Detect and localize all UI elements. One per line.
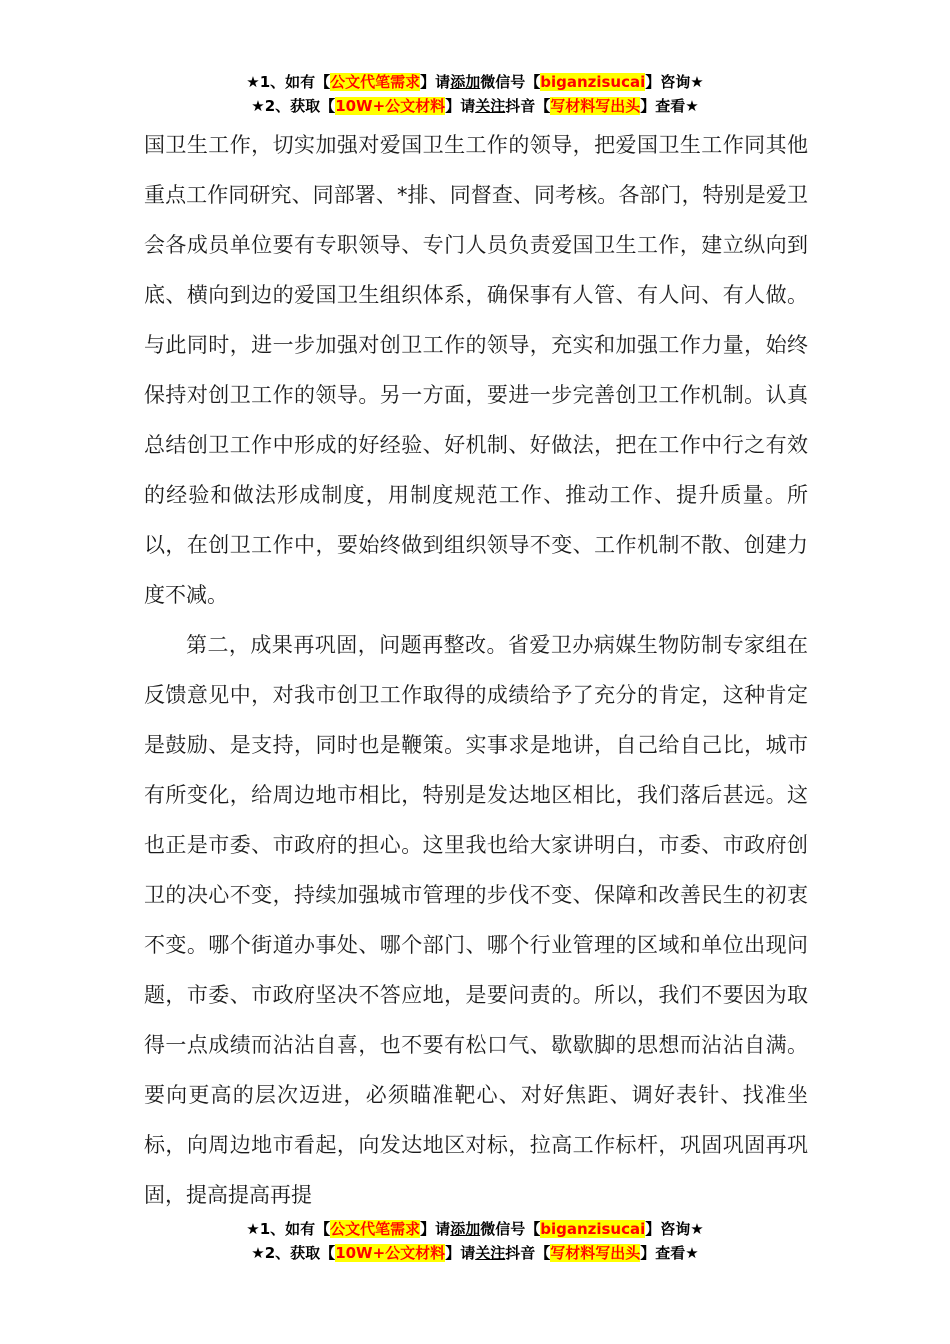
highlight-materials: 10W+公文材料 — [335, 97, 446, 115]
highlight-douyin-account-footer: 写材料写出头 — [550, 1244, 641, 1262]
banner-line-2: ★2、获取【10W+公文材料】请关注抖音【写材料写出头】查看★ — [251, 97, 699, 115]
banner-line-2-footer: ★2、获取【10W+公文材料】请关注抖音【写材料写出头】查看★ — [251, 1244, 699, 1262]
paragraph-2: 第二，成果再巩固，问题再整改。省爱卫办病媒生物防制专家组在反馈意见中，对我市创卫工作取得的成绩给予了充分的肯定，这种肯定是鼓励、是支持，同时也是鞭策。实事求是地讲，自己给自己比，城市有所变化，给周边地市相比，特别是发达地区相比，我们落后甚远。这也正是市委、市政府的担心。这里我也给大家讲明白，市委、市政府创卫的决心不变，持续加强城市管理的步伐不变、保障和改善民生的初衷不变。哪个街道办事处、哪个部门、哪个行业管理的区域和单位出现问题，市委、市政府坚决不答应地，是要问责的。所以，我们不要因为取得一点成绩而沾沾自喜，也不要有松口气、歇歇脚的思想而沾沾自满。要向更高的层次迈进，必须瞄准靶心、对好焦距、调好表针、找准坐标，向周边地市看起，向发达地区对标，拉高工作标杆，巩固巩固再巩固，提高提高再提 — [144, 633, 808, 1207]
highlight-writing-service: 公文代笔需求 — [330, 73, 421, 91]
banner-line-1: ★1、如有【公文代笔需求】请添加微信号【biganzisucai】咨询★ — [246, 73, 704, 91]
footer-banner — [0, 1217, 950, 1265]
header-banner — [0, 70, 950, 118]
highlight-douyin-account: 写材料写出头 — [550, 97, 641, 115]
highlight-wechat-id: biganzisucai — [540, 73, 646, 91]
paragraph-1: 国卫生工作，切实加强对爱国卫生工作的领导，把爱国卫生工作同其他重点工作同研究、同部署、*排、同督查、同考核。各部门，特别是爱卫会各成员单位要有专职领导、专门人员负责爱国卫生工作，建立纵向到底、横向到边的爱国卫生组织体系，确保事有人管、有人问、有人做。与此同时，进一步加强对创卫工作的领导，充实和加强工作力量，始终保持对创卫工作的领导。另一方面，要进一步完善创卫工作机制。认真总结创卫工作中形成的好经验、好机制、好做法，把在工作中行之有效的经验和做法形成制度，用制度规范工作、推动工作、提升质量。所以，在创卫工作中，要始终做到组织领导不变、工作机制不散、创建力度不减。 — [144, 133, 808, 607]
document-body — [144, 120, 808, 1220]
highlight-wechat-id-footer: biganzisucai — [540, 1220, 646, 1238]
banner-line-1-footer: ★1、如有【公文代笔需求】请添加微信号【biganzisucai】咨询★ — [246, 1220, 704, 1238]
highlight-writing-service-footer: 公文代笔需求 — [330, 1220, 421, 1238]
highlight-materials-footer: 10W+公文材料 — [335, 1244, 446, 1262]
